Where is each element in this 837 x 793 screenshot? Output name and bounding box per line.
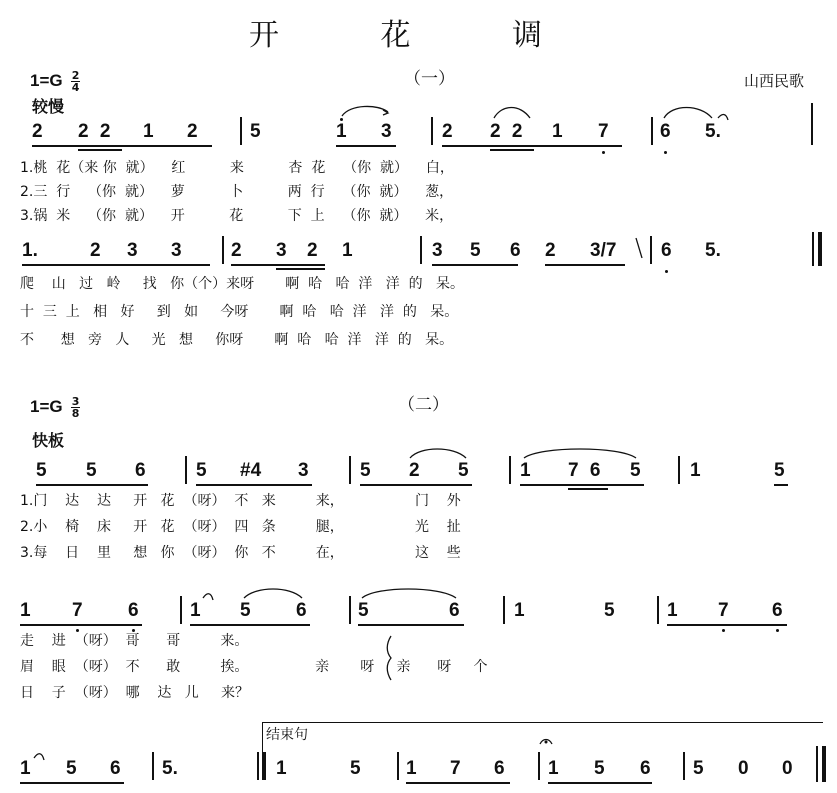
note: 5 xyxy=(693,758,704,779)
note: 3 xyxy=(381,121,392,142)
meter-top: 2 xyxy=(71,69,80,82)
slur xyxy=(342,106,388,116)
tempo-marking-2: 快板 xyxy=(32,431,65,450)
note: 2 2 xyxy=(490,121,523,142)
key-label: 1=G xyxy=(30,71,63,90)
note: 2 xyxy=(231,240,242,261)
note: 6 xyxy=(110,758,121,779)
note: 7 6 xyxy=(568,460,601,481)
note: 5 xyxy=(250,121,261,142)
note: 2 xyxy=(409,460,420,481)
note: 5. xyxy=(705,240,721,261)
note: 6 xyxy=(772,600,783,621)
slur xyxy=(524,449,636,458)
note: 1 xyxy=(548,758,559,779)
page-title: 开 花 调 xyxy=(248,18,589,53)
note: 3 xyxy=(298,460,309,481)
lyric-line: 走 进 （呀） 哥 哥 来。 xyxy=(20,633,249,649)
note: 5 xyxy=(630,460,641,481)
note: 3 xyxy=(127,240,138,261)
note: 0 xyxy=(738,758,749,779)
note: 2 xyxy=(90,240,101,261)
note: 0 xyxy=(782,758,793,779)
note: 1 xyxy=(20,758,31,779)
note: 2 2 xyxy=(78,121,111,142)
note: 5. xyxy=(162,758,178,779)
note: #4 xyxy=(240,460,262,481)
note: 6 xyxy=(661,240,672,261)
note: 7 xyxy=(450,758,461,779)
note: 1 xyxy=(20,600,31,621)
note: 3 xyxy=(432,240,443,261)
note: 6 xyxy=(640,758,651,779)
note: 5 xyxy=(36,460,47,481)
note: 5 xyxy=(240,600,251,621)
slur xyxy=(244,589,302,598)
slur xyxy=(362,589,456,598)
note: 6 xyxy=(494,758,505,779)
note: 6 xyxy=(296,600,307,621)
lyric-line: 2.三 行 （你 就） 萝 卜 两 行 （你 就） 葱， xyxy=(20,184,454,200)
note: 5 xyxy=(86,460,97,481)
note: 7 xyxy=(598,121,609,142)
note: 5 xyxy=(604,600,615,621)
lyric-line: 十 三 上 相 好 到 如 今呀 啊 哈 哈 洋 洋 的 呆。 xyxy=(20,304,459,320)
note: 1 xyxy=(552,121,563,142)
tempo-marking-1: 较慢 xyxy=(32,97,65,116)
note: 6 xyxy=(510,240,521,261)
note: 5 xyxy=(774,460,785,481)
section-label-2: （二） xyxy=(398,395,449,415)
note: 5 xyxy=(458,460,469,481)
note: 5 xyxy=(66,758,77,779)
lyric-line: 3.每 日 里 想 你 （呀） 你 不 在， 这 些 xyxy=(20,545,461,561)
lyric-line: 日 子 （呀） 哪 达 儿 来？ xyxy=(20,685,250,701)
lyric-line: 1.门 达 达 开 花 （呀） 不 来 来， 门 外 xyxy=(20,493,461,509)
turn-mark xyxy=(718,114,728,120)
note: 1 xyxy=(520,460,531,481)
note: 1 xyxy=(190,600,201,621)
fermata-dot xyxy=(545,741,548,744)
meter-bottom: 4 xyxy=(71,81,80,94)
note: 5 xyxy=(594,758,605,779)
note: 5 xyxy=(196,460,207,481)
note: 5 xyxy=(360,460,371,481)
key-label: 1=G xyxy=(30,397,63,416)
note: 6 xyxy=(128,600,139,621)
note: 5 xyxy=(350,758,361,779)
note: 1 xyxy=(667,600,678,621)
song-credit: 山西民歌 xyxy=(744,72,805,90)
lyric-line: 3.锅 米 （你 就） 开 花 下 上 （你 就） 米， xyxy=(20,208,454,224)
note: 1 xyxy=(336,121,347,142)
slur xyxy=(664,108,712,119)
note: 2 xyxy=(307,240,318,261)
note: 6 xyxy=(449,600,460,621)
note: 5 xyxy=(470,240,481,261)
note: 1. xyxy=(22,240,38,261)
turn-mark xyxy=(203,594,213,600)
note: 1 xyxy=(406,758,417,779)
note: 6 xyxy=(135,460,146,481)
note: 1 xyxy=(143,121,154,142)
brace xyxy=(387,636,391,680)
note: 1 xyxy=(514,600,525,621)
note: 3 xyxy=(276,240,287,261)
note: 2 xyxy=(32,121,43,142)
meter-top: 3 xyxy=(71,395,80,408)
lyric-line: 1.桃 花（来 你 就） 红 来 杏 花 （你 就） 白， xyxy=(20,160,454,176)
lyric-line: 2.小 椅 床 开 花 （呀） 四 条 腿， 光 扯 xyxy=(20,519,461,535)
note: 7 xyxy=(718,600,729,621)
note: 6 xyxy=(660,121,671,142)
note: 1 xyxy=(276,758,287,779)
note: 1 xyxy=(342,240,353,261)
lyric-line: 不 想 旁 人 光 想 你呀 啊 哈 哈 洋 洋 的 呆。 xyxy=(20,332,454,348)
lyric-line: 爬 山 过 岭 找 你（个）来呀 啊 哈 哈 洋 洋 的 呆。 xyxy=(20,276,465,292)
note: 7 xyxy=(72,600,83,621)
lyric-line: 眉 眼 （呀） 不 敢 挨。 亲 呀 亲 呀 个 xyxy=(20,659,488,675)
note: 3 xyxy=(171,240,182,261)
note: 2 xyxy=(187,121,198,142)
note: 2 xyxy=(545,240,556,261)
slur xyxy=(410,449,466,458)
note: 1 xyxy=(690,460,701,481)
note: 3/7 xyxy=(590,240,617,261)
turn-mark xyxy=(34,754,44,760)
meter-bottom: 8 xyxy=(71,407,80,420)
note: 2 xyxy=(442,121,453,142)
ending-label: 结束句 xyxy=(266,727,308,743)
note: 5. xyxy=(705,121,721,142)
slash-mark xyxy=(636,238,642,258)
note: 5 xyxy=(358,600,369,621)
slur xyxy=(494,108,530,119)
section-label-1: （一） xyxy=(404,69,455,89)
